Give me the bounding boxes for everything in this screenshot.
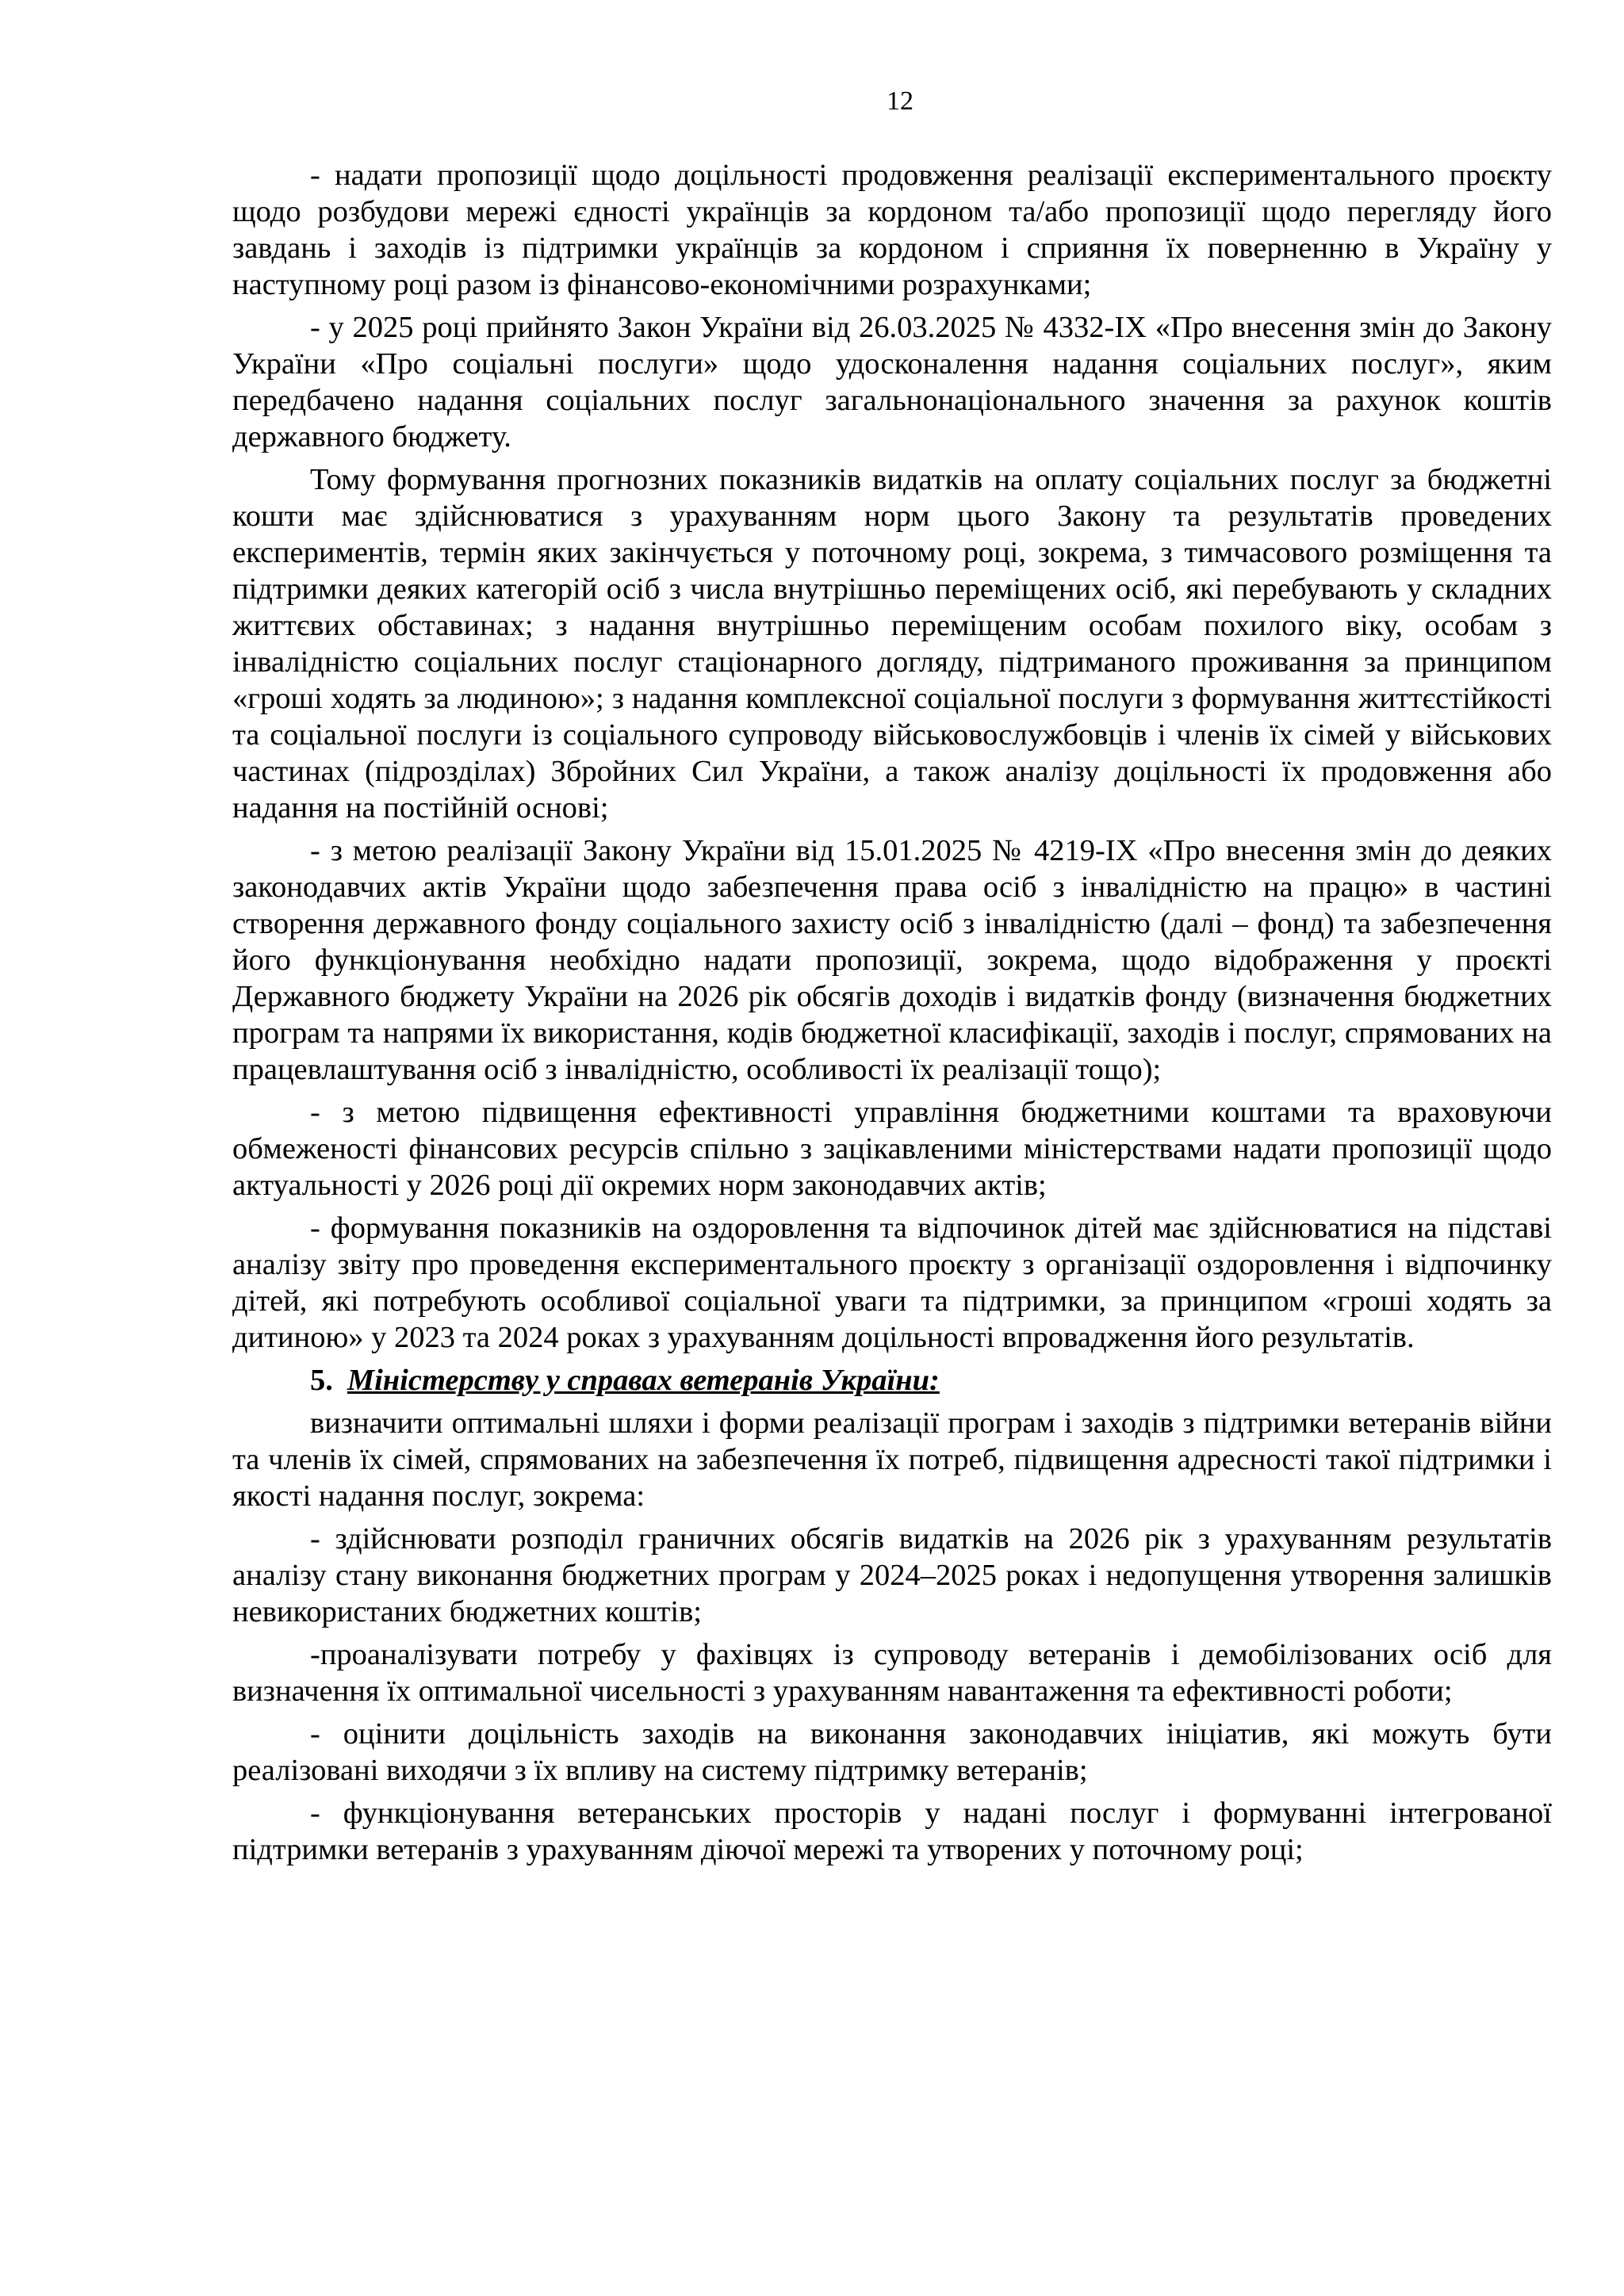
paragraph-veterans-spaces: - функціонування ветеранських просторів у надані послуг і формуванні інтегрованої підтримки ветеранів з урахуванням діючої мережі та утворених у поточному році; — [232, 1797, 1552, 1866]
section-title: Міністерству у справах ветеранів України: — [347, 1364, 940, 1397]
paragraph-law-4332: - у 2025 році прийнято Закон України від 26.03.2025 № 4332-IX «Про внесення змін до Закону України «Про соціальні послуги» щодо удосконалення надання соціальних послуг», яким передбачено надання соціальних послуг загальнонаціонального значення за рахунок коштів державного бюджету. — [232, 311, 1552, 453]
section-number: 5. — [310, 1364, 333, 1397]
paragraph-veterans-specialists: -проаналізувати потребу у фахівцях із супроводу ветеранів і демобілізованих осіб для визначення їх оптимальної чисельності з урахуванням навантаження та ефективності роботи; — [232, 1638, 1552, 1708]
paragraph-proposals-ukrainians-abroad: - надати пропозиції щодо доцільності продовження реалізації експериментального проєкту щодо розбудови мережі єдності українців за кордоном та/або пропозиції щодо перегляду його завдань і заходів із підтримки українців за кордоном і сприяння їх поверненню в Україну у наступному році разом із фінансово-економічними розрахунками; — [232, 159, 1552, 301]
page-number: 12 — [887, 86, 914, 116]
document-body — [232, 157, 1552, 1874]
paragraph-veterans-intro: визначити оптимальні шляхи і форми реалізації програм і заходів з підтримки ветеранів війни та членів їх сімей, спрямованих на забезпечення їх потреб, підвищення адресності такої підтримки і якості надання послуг, зокрема: — [232, 1406, 1552, 1513]
section-heading — [232, 1362, 1552, 1399]
paragraph-budget-efficiency: - з метою підвищення ефективності управління бюджетними коштами та враховуючи обмеженості фінансових ресурсів спільно з зацікавленими міністерствами надати пропозиції щодо актуальності у 2026 році дії окремих норм законодавчих актів; — [232, 1096, 1552, 1202]
paragraph-law-4219: - з метою реалізації Закону України від 15.01.2025 № 4219-IX «Про внесення змін до деяких законодавчих актів України щодо забезпечення права осіб з інвалідністю на працю» в частині створення державного фонду соціального захисту осіб з інвалідністю (далі – фонд) та забезпечення його функціонування необхідно надати пропозиції, зокрема, щодо відображення у проєкті Державного бюджету України на 2026 рік обсягів доходів і видатків фонду (визначення бюджетних програм та напрями їх використання, кодів бюджетної класифікації, заходів і послуг, спрямованих на працевлаштування осіб з інвалідністю, особливості їх реалізації тощо); — [232, 834, 1552, 1086]
paragraph-veterans-initiatives: - оцінити доцільність заходів на виконання законодавчих ініціатив, які можуть бути реалізовані виходячи з їх впливу на систему підтримку ветеранів; — [232, 1717, 1552, 1787]
paragraph-children-recreation: - формування показників на оздоровлення та відпочинок дітей має здійснюватися на підставі аналізу звіту про проведення експериментального проєкту з організації оздоровлення і відпочинку дітей, які потребують особливої соціальної уваги та підтримки, за принципом «гроші ходять за дитиною» у 2023 та 2024 роках з урахуванням доцільності впровадження його результатів. — [232, 1211, 1552, 1354]
paragraph-veterans-distribution: - здійснювати розподіл граничних обсягів видатків на 2026 рік з урахуванням результатів аналізу стану виконання бюджетних програм у 2024–2025 роках і недопущення утворення залишків невикористаних бюджетних коштів; — [232, 1522, 1552, 1628]
paragraph-social-services-forecast: Тому формування прогнозних показників видатків на оплату соціальних послуг за бюджетні кошти має здійснюватися з урахуванням норм цього Закону та результатів проведених експериментів, термін яких закінчується у поточному році, зокрема, з тимчасового розміщення та підтримки деяких категорій осіб з числа внутрішньо переміщених осіб, які перебувають у складних життєвих обставинах; з надання внутрішньо переміщеним особам похилого віку, особам з інвалідністю соціальних послуг стаціонарного догляду, підтриманого проживання за принципом «гроші ходять за людиною»; з надання комплексної соціальної послуги з формування життєстійкості та соціальної послуги із соціального супроводу військовослужбовців і членів їх сімей у військових частинах (підрозділах) Збройних Сил України, а також аналізу доцільності їх продовження або надання на постійній основі; — [232, 463, 1552, 825]
